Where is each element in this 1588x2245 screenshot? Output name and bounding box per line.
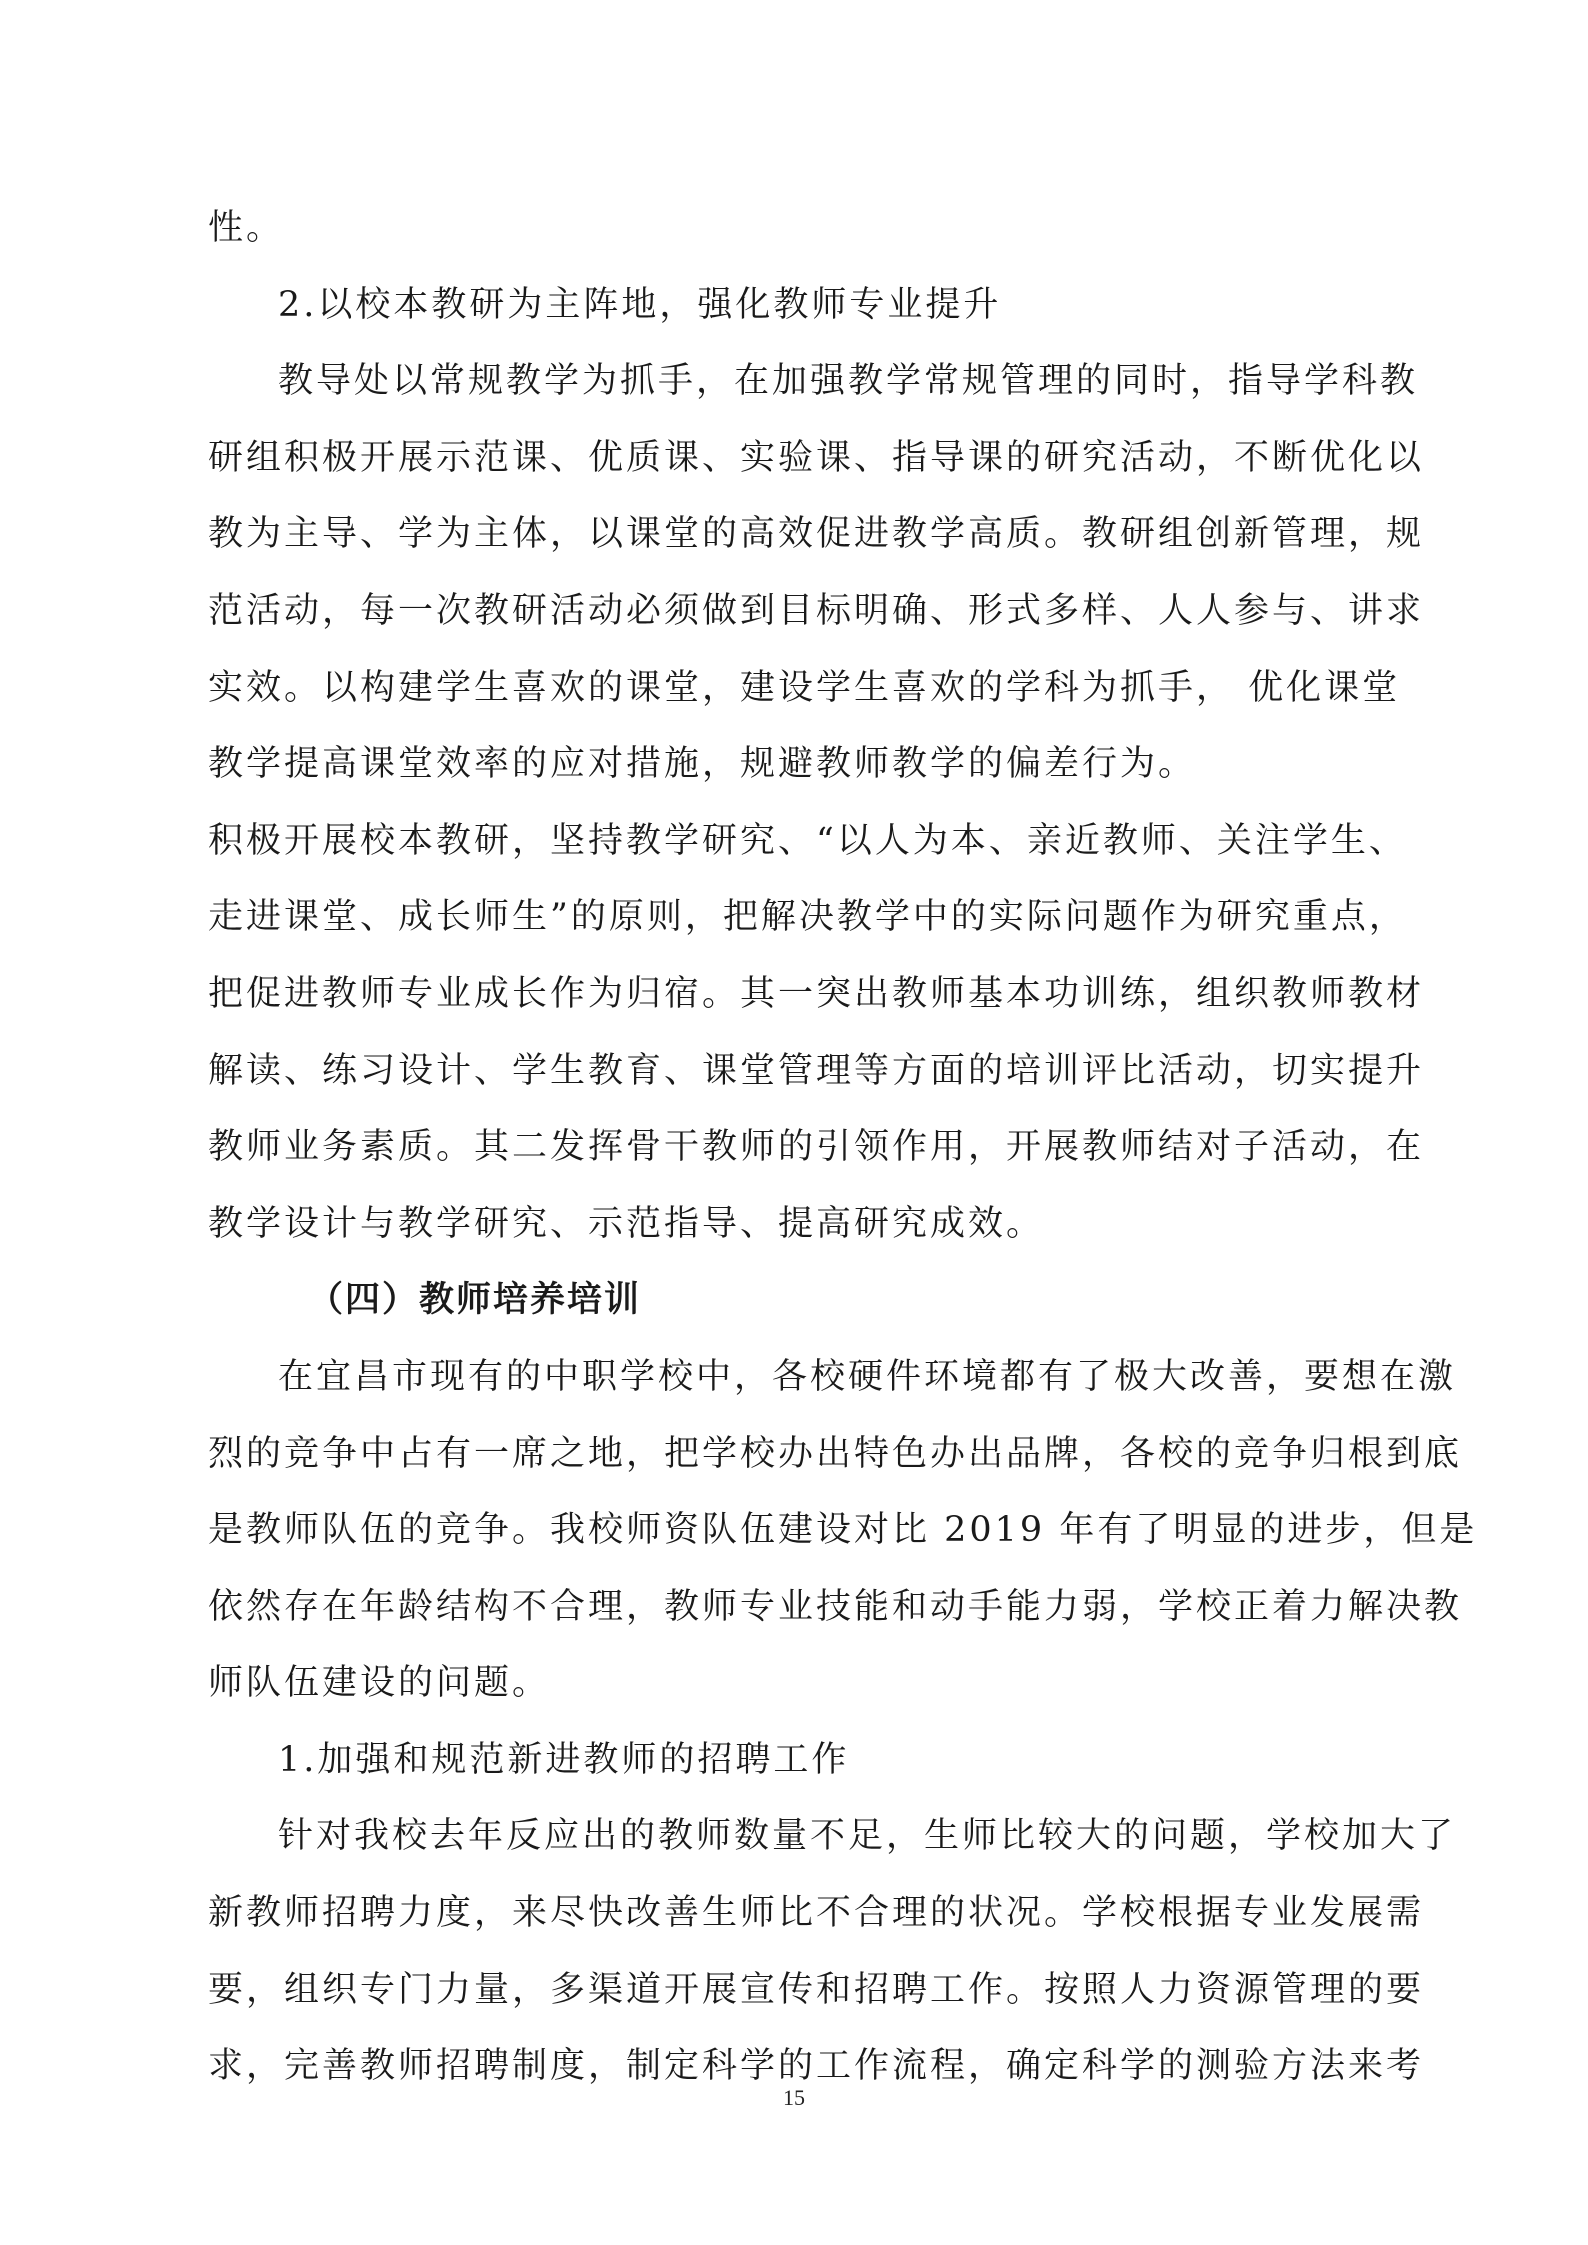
text-line: 是教师队伍的竞争。我校师资队伍建设对比 2019 年有了明显的进步，但是	[208, 1510, 1478, 1551]
text-line: 教学提高课堂效率的应对措施，规避教师教学的偏差行为。	[208, 744, 1197, 785]
subheading-line: 1.加强和规范新进教师的招聘工作	[278, 1739, 850, 1780]
text-line: 依然存在年龄结构不合理，教师专业技能和动手能力弱，学校正着力解决教	[208, 1586, 1463, 1627]
section-heading: （四）教师培养培训	[308, 1280, 642, 1321]
text-line: 烈的竞争中占有一席之地，把学校办出特色办出品牌，各校的竞争归根到底	[208, 1433, 1463, 1474]
text-line: 走进课堂、成长师生”的原则，把解决教学中的实际问题作为研究重点，	[208, 897, 1407, 938]
text-line: 解读、练习设计、学生教育、课堂管理等方面的培训评比活动，切实提升	[208, 1050, 1425, 1091]
text-line: 性。	[208, 208, 285, 248]
text-line: 针对我校去年反应出的教师数量不足，生师比较大的问题，学校加大了	[278, 1816, 1457, 1857]
text-line: 教导处以常规教学为抓手，在加强教学常规管理的同时，指导学科教	[278, 361, 1419, 402]
text-line: 实效。以构建学生喜欢的课堂，建设学生喜欢的学科为抓手， 优化课堂	[208, 667, 1401, 708]
subheading-line: 2.以校本教研为主阵地，强化教师专业提升	[278, 284, 1002, 325]
text-line: 新教师招聘力度，来尽快改善生师比不合理的状况。学校根据专业发展需	[208, 1893, 1425, 1934]
text-line: 师队伍建设的问题。	[208, 1663, 551, 1704]
text-line: 教学设计与教学研究、示范指导、提高研究成效。	[208, 1203, 1045, 1244]
body-text	[208, 190, 1478, 2105]
text-line: 求，完善教师招聘制度，制定科学的工作流程，确定科学的测验方法来考	[208, 2046, 1425, 2087]
text-line: 教为主导、学为主体，以课堂的高效促进教学高质。教研组创新管理，规	[208, 514, 1425, 555]
page-number: 15	[783, 2085, 805, 2110]
text-line: 研组积极开展示范课、优质课、实验课、指导课的研究活动，不断优化以	[208, 437, 1425, 478]
text-line: 要，组织专门力量，多渠道开展宣传和招聘工作。按照人力资源管理的要	[208, 1969, 1425, 2010]
text-line: 在宜昌市现有的中职学校中，各校硬件环境都有了极大改善，要想在激	[278, 1356, 1457, 1397]
text-line: 范活动，每一次教研活动必须做到目标明确、形式多样、人人参与、讲求	[208, 590, 1425, 631]
text-line: 把促进教师专业成长作为归宿。其一突出教师基本功训练，组织教师教材	[208, 973, 1425, 1014]
text-line: 积极开展校本教研，坚持教学研究、“以人为本、亲近教师、关注学生、	[208, 820, 1407, 861]
text-line: 教师业务素质。其二发挥骨干教师的引领作用，开展教师结对子活动，在	[208, 1127, 1425, 1168]
